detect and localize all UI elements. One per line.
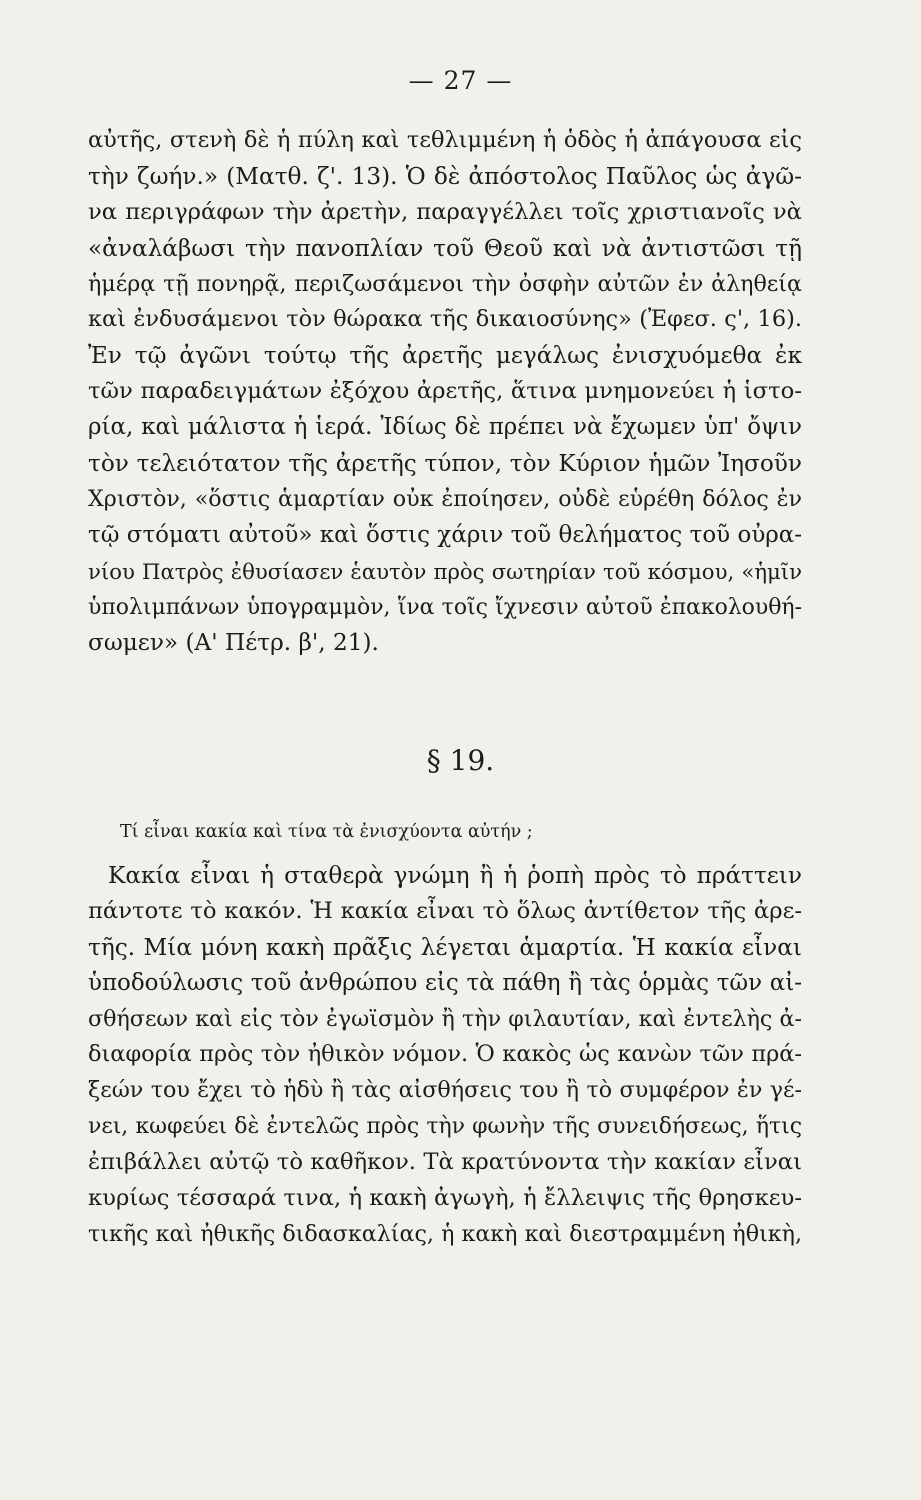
text-line: κυρίως τέσσαρά τινα, ἡ κακὴ ἀγωγὴ, ἡ ἔλλειψις τῆς θρησκευ- (88, 1185, 802, 1212)
text-line: τὴν ζωήν.» (Ματθ. ζ'. 13). Ὁ δὲ ἀπόστολος Παῦλος ὡς ἀγῶ- (88, 162, 802, 190)
text-line: νίου Πατρὸς ἐθυσίασεν ἑαυτὸν πρὸς σωτηρίαν τοῦ κόσμου, «ἡμῖν (88, 558, 802, 584)
text-line: σθήσεων καὶ εἰς τὸν ἐγωϊσμὸν ἢ τὴν φιλαυτίαν, καὶ ἐντελὴς ἀ- (88, 1005, 802, 1032)
text-line: αὐτῆς, στενὴ δὲ ἡ πύλη καὶ τεθλιμμένη ἡ ὁδὸς ἡ ἀπάγουσα εἰς (88, 127, 802, 153)
text-line: Χριστὸν, «ὅστις ἁμαρτίαν οὐκ ἐποίησεν, οὐδὲ εὑρέθη δόλος ἐν (88, 485, 802, 512)
page-number: — 27 — (408, 66, 513, 95)
text-line: Ἐν τῷ ἀγῶνι τούτῳ τῆς ἀρετῆς μεγάλως ἐνισχυόμεθα ἐκ (88, 342, 802, 370)
text-line: νει, κωφεύει δὲ ἐντελῶς πρὸς τὴν φωνὴν τῆς συνειδήσεως, ἥτις (88, 1114, 802, 1140)
question-heading: Τί εἶναι κακία καὶ τίνα τὰ ἐνισχύοντα αὐτήν ; (120, 822, 533, 842)
text-line: ἐπιβάλλει αὐτῷ τὸ καθῆκον. Τὰ κρατύνοντα τὴν κακίαν εἶναι (88, 1149, 802, 1176)
text-line: διαφορία πρὸς τὸν ἠθικὸν νόμον. Ὁ κακὸς ὡς κανὼν τῶν πρά- (88, 1041, 802, 1068)
text-line: τῶν παραδειγμάτων ἐξόχου ἀρετῆς, ἅτινα μνημονεύει ἡ ἱστο- (88, 378, 802, 405)
text-line: Κακία εἶναι ἡ σταθερὰ γνώμη ἢ ἡ ῥοπὴ πρὸς τὸ πράττειν (108, 862, 802, 889)
text-line: τικῆς καὶ ἠθικῆς διδασκαλίας, ἡ κακὴ καὶ διεστραμμένη ἠθικὴ, (88, 1220, 802, 1247)
text-line: πάντοτε τὸ κακόν. Ἡ κακία εἶναι τὸ ὅλως ἀντίθετον τῆς ἀρε- (88, 897, 802, 924)
section-heading: § 19. (426, 744, 495, 777)
text-line: ἡμέρᾳ τῇ πονηρᾷ, περιζωσάμενοι τὴν ὀσφὴν αὐτῶν ἐν ἀληθείᾳ (88, 270, 802, 297)
text-line: τῷ στόματι αὐτοῦ» καὶ ὅστις χάριν τοῦ θελήματος τοῦ οὐρα- (88, 521, 802, 548)
text-line: ξεών του ἔχει τὸ ἡδὺ ἢ τὰς αἰσθήσεις του ἢ τὸ συμφέρον ἐν γέ- (88, 1077, 802, 1104)
text-line: ὑπολιμπάνων ὑπογραμμὸν, ἵνα τοῖς ἴχνεσιν αὐτοῦ ἐπακολουθή- (88, 594, 802, 620)
paragraph-vice (88, 858, 802, 1253)
text-line: καὶ ἐνδυσάμενοι τὸν θώρακα τῆς δικαιοσύνης» (Ἐφεσ. ς', 16). (88, 306, 802, 333)
text-line: τῆς. Μία μόνη κακὴ πρᾶξις λέγεται ἁμαρτία. Ἡ κακία εἶναι (88, 933, 802, 961)
text-line: «ἀναλάβωσι τὴν πανοπλίαν τοῦ Θεοῦ καὶ νὰ ἀντιστῶσι τῇ (88, 234, 802, 262)
text-line: ρία, καὶ μάλιστα ἡ ἱερά. Ἰδίως δὲ πρέπει νὰ ἔχωμεν ὑπ' ὄψιν (88, 414, 802, 441)
text-line: τὸν τελειότατον τῆς ἀρετῆς τύπον, τὸν Κύριον ἡμῶν Ἰησοῦν (88, 450, 802, 478)
text-line: ὑποδούλωσις τοῦ ἀνθρώπου εἰς τὰ πάθη ἢ τὰς ὁρμὰς τῶν αἰ- (88, 969, 802, 996)
text-line: σωμεν» (Α' Πέτρ. β', 21). (88, 629, 379, 657)
text-line: να περιγράφων τὴν ἀρετὴν, παραγγέλλει τοῖς χριστιανοῖς νὰ (88, 198, 802, 225)
paragraph-virtue (88, 123, 802, 661)
